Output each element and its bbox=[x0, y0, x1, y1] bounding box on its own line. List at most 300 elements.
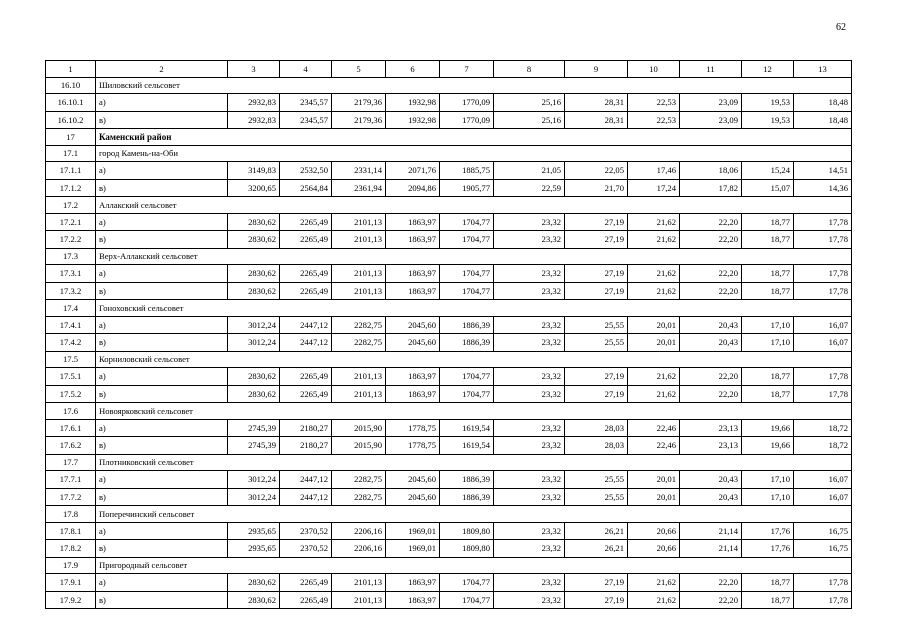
value-cell: 1863,97 bbox=[386, 231, 440, 249]
value-cell: 2265,49 bbox=[280, 265, 332, 283]
column-number-header: 12 bbox=[742, 61, 794, 78]
table-row bbox=[46, 385, 852, 403]
value-cell: 21,62 bbox=[628, 265, 680, 283]
row-code: 17.5.1 bbox=[46, 368, 96, 386]
value-cell: 1863,97 bbox=[386, 265, 440, 283]
value-cell: 15,07 bbox=[742, 179, 794, 197]
row-code: 17.2 bbox=[46, 197, 96, 214]
table-row bbox=[46, 488, 852, 506]
value-cell: 25,16 bbox=[494, 94, 565, 112]
value-cell: 2265,49 bbox=[280, 213, 332, 231]
value-cell: 23,32 bbox=[494, 282, 565, 300]
row-code: 17.6.1 bbox=[46, 419, 96, 437]
table-body bbox=[46, 77, 852, 609]
row-code: 17.5 bbox=[46, 351, 96, 368]
value-cell: 2206,16 bbox=[332, 522, 386, 540]
value-cell: 1704,77 bbox=[440, 282, 494, 300]
value-cell: 2361,94 bbox=[332, 179, 386, 197]
value-cell: 20,01 bbox=[628, 471, 680, 489]
row-variant: а) bbox=[96, 471, 228, 489]
value-cell: 2015,90 bbox=[332, 419, 386, 437]
section-title: Корниловский сельсовет bbox=[96, 351, 852, 368]
value-cell: 3012,24 bbox=[228, 316, 280, 334]
value-cell: 1886,39 bbox=[440, 471, 494, 489]
value-cell: 2830,62 bbox=[228, 385, 280, 403]
value-cell: 23,32 bbox=[494, 522, 565, 540]
value-cell: 18,72 bbox=[794, 419, 852, 437]
value-cell: 21,62 bbox=[628, 591, 680, 609]
row-code: 17 bbox=[46, 129, 96, 146]
value-cell: 18,77 bbox=[742, 265, 794, 283]
value-cell: 27,19 bbox=[565, 231, 628, 249]
column-number-header: 4 bbox=[280, 61, 332, 78]
row-code: 17.2.1 bbox=[46, 213, 96, 231]
row-code: 17.2.2 bbox=[46, 231, 96, 249]
row-code: 17.1.2 bbox=[46, 179, 96, 197]
value-cell: 18,06 bbox=[680, 162, 742, 180]
value-cell: 2101,13 bbox=[332, 231, 386, 249]
value-cell: 3012,24 bbox=[228, 334, 280, 352]
value-cell: 2447,12 bbox=[280, 316, 332, 334]
value-cell: 1704,77 bbox=[440, 231, 494, 249]
table-row bbox=[46, 471, 852, 489]
value-cell: 2447,12 bbox=[280, 488, 332, 506]
value-cell: 25,55 bbox=[565, 488, 628, 506]
value-cell: 1886,39 bbox=[440, 488, 494, 506]
value-cell: 27,19 bbox=[565, 368, 628, 386]
table-row bbox=[46, 162, 852, 180]
column-number-header: 3 bbox=[228, 61, 280, 78]
value-cell: 21,14 bbox=[680, 540, 742, 558]
row-variant: а) bbox=[96, 419, 228, 437]
value-cell: 23,32 bbox=[494, 265, 565, 283]
value-cell: 20,43 bbox=[680, 488, 742, 506]
value-cell: 22,20 bbox=[680, 368, 742, 386]
row-variant: в) bbox=[96, 231, 228, 249]
row-code: 17.7.1 bbox=[46, 471, 96, 489]
value-cell: 22,20 bbox=[680, 231, 742, 249]
value-cell: 1778,75 bbox=[386, 419, 440, 437]
row-code: 17.1 bbox=[46, 145, 96, 162]
column-number-header: 11 bbox=[680, 61, 742, 78]
value-cell: 2206,16 bbox=[332, 540, 386, 558]
row-variant: в) bbox=[96, 282, 228, 300]
row-variant: а) bbox=[96, 94, 228, 112]
value-cell: 18,77 bbox=[742, 591, 794, 609]
value-cell: 2745,39 bbox=[228, 437, 280, 455]
value-cell: 17,76 bbox=[742, 522, 794, 540]
row-code: 16.10.2 bbox=[46, 111, 96, 129]
value-cell: 16,07 bbox=[794, 488, 852, 506]
column-number-header: 10 bbox=[628, 61, 680, 78]
value-cell: 22,46 bbox=[628, 437, 680, 455]
value-cell: 16,07 bbox=[794, 471, 852, 489]
value-cell: 2265,49 bbox=[280, 368, 332, 386]
value-cell: 2265,49 bbox=[280, 385, 332, 403]
table-row bbox=[46, 282, 852, 300]
row-code: 17.4.1 bbox=[46, 316, 96, 334]
row-code: 17.6 bbox=[46, 403, 96, 420]
value-cell: 20,43 bbox=[680, 471, 742, 489]
value-cell: 2331,14 bbox=[332, 162, 386, 180]
value-cell: 27,19 bbox=[565, 213, 628, 231]
value-cell: 2045,60 bbox=[386, 334, 440, 352]
value-cell: 20,43 bbox=[680, 316, 742, 334]
value-cell: 17,10 bbox=[742, 316, 794, 334]
row-code: 17.9.2 bbox=[46, 591, 96, 609]
value-cell: 2830,62 bbox=[228, 591, 280, 609]
value-cell: 1809,80 bbox=[440, 540, 494, 558]
section-row bbox=[46, 300, 852, 317]
value-cell: 2282,75 bbox=[332, 471, 386, 489]
value-cell: 19,53 bbox=[742, 94, 794, 112]
section-title: Плотниковский сельсовет bbox=[96, 454, 852, 471]
value-cell: 23,32 bbox=[494, 368, 565, 386]
table-row bbox=[46, 111, 852, 129]
value-cell: 1932,98 bbox=[386, 111, 440, 129]
section-row bbox=[46, 351, 852, 368]
value-cell: 28,03 bbox=[565, 419, 628, 437]
value-cell: 2045,60 bbox=[386, 471, 440, 489]
value-cell: 2071,76 bbox=[386, 162, 440, 180]
row-variant: а) bbox=[96, 213, 228, 231]
value-cell: 23,32 bbox=[494, 316, 565, 334]
value-cell: 18,77 bbox=[742, 385, 794, 403]
value-cell: 23,32 bbox=[494, 231, 565, 249]
value-cell: 20,43 bbox=[680, 334, 742, 352]
value-cell: 2265,49 bbox=[280, 591, 332, 609]
value-cell: 23,13 bbox=[680, 419, 742, 437]
value-cell: 2101,13 bbox=[332, 591, 386, 609]
value-cell: 17,78 bbox=[794, 213, 852, 231]
value-cell: 2101,13 bbox=[332, 385, 386, 403]
value-cell: 17,78 bbox=[794, 591, 852, 609]
row-variant: в) bbox=[96, 179, 228, 197]
row-code: 17.8.1 bbox=[46, 522, 96, 540]
value-cell: 22,20 bbox=[680, 265, 742, 283]
value-cell: 1863,97 bbox=[386, 385, 440, 403]
value-cell: 3012,24 bbox=[228, 488, 280, 506]
row-code: 17.7 bbox=[46, 454, 96, 471]
section-row bbox=[46, 506, 852, 523]
table-row bbox=[46, 591, 852, 609]
value-cell: 17,78 bbox=[794, 385, 852, 403]
value-cell: 2830,62 bbox=[228, 231, 280, 249]
section-row bbox=[46, 454, 852, 471]
value-cell: 2447,12 bbox=[280, 334, 332, 352]
row-code: 17.4 bbox=[46, 300, 96, 317]
value-cell: 15,24 bbox=[742, 162, 794, 180]
value-cell: 1619,54 bbox=[440, 437, 494, 455]
section-row bbox=[46, 403, 852, 420]
value-cell: 3012,24 bbox=[228, 471, 280, 489]
value-cell: 21,62 bbox=[628, 385, 680, 403]
value-cell: 23,32 bbox=[494, 334, 565, 352]
value-cell: 2101,13 bbox=[332, 574, 386, 592]
value-cell: 27,19 bbox=[565, 591, 628, 609]
value-cell: 2265,49 bbox=[280, 282, 332, 300]
table-row bbox=[46, 368, 852, 386]
value-cell: 17,24 bbox=[628, 179, 680, 197]
value-cell: 2935,65 bbox=[228, 522, 280, 540]
table-row bbox=[46, 540, 852, 558]
value-cell: 1770,09 bbox=[440, 94, 494, 112]
value-cell: 20,01 bbox=[628, 488, 680, 506]
value-cell: 21,62 bbox=[628, 213, 680, 231]
column-number-header: 8 bbox=[494, 61, 565, 78]
value-cell: 1770,09 bbox=[440, 111, 494, 129]
row-code: 17.8 bbox=[46, 506, 96, 523]
value-cell: 23,09 bbox=[680, 94, 742, 112]
value-cell: 28,31 bbox=[565, 94, 628, 112]
value-cell: 22,53 bbox=[628, 94, 680, 112]
value-cell: 23,32 bbox=[494, 437, 565, 455]
value-cell: 1863,97 bbox=[386, 282, 440, 300]
value-cell: 21,62 bbox=[628, 282, 680, 300]
value-cell: 25,16 bbox=[494, 111, 565, 129]
value-cell: 23,09 bbox=[680, 111, 742, 129]
row-code: 17.3 bbox=[46, 248, 96, 265]
section-title: Гоноховский сельсовет bbox=[96, 300, 852, 317]
row-code: 17.4.2 bbox=[46, 334, 96, 352]
value-cell: 23,13 bbox=[680, 437, 742, 455]
value-cell: 1704,77 bbox=[440, 385, 494, 403]
value-cell: 23,32 bbox=[494, 574, 565, 592]
value-cell: 22,20 bbox=[680, 282, 742, 300]
value-cell: 3149,83 bbox=[228, 162, 280, 180]
table-row bbox=[46, 419, 852, 437]
value-cell: 2830,62 bbox=[228, 574, 280, 592]
value-cell: 1704,77 bbox=[440, 265, 494, 283]
value-cell: 17,78 bbox=[794, 368, 852, 386]
section-row bbox=[46, 248, 852, 265]
value-cell: 22,46 bbox=[628, 419, 680, 437]
page-number: 62 bbox=[836, 22, 846, 33]
value-cell: 23,32 bbox=[494, 540, 565, 558]
value-cell: 22,20 bbox=[680, 213, 742, 231]
value-cell: 1704,77 bbox=[440, 574, 494, 592]
row-code: 17.7.2 bbox=[46, 488, 96, 506]
section-title: Пригородный сельсовет bbox=[96, 557, 852, 574]
value-cell: 28,31 bbox=[565, 111, 628, 129]
value-cell: 17,78 bbox=[794, 265, 852, 283]
value-cell: 1932,98 bbox=[386, 94, 440, 112]
table-row bbox=[46, 437, 852, 455]
value-cell: 20,01 bbox=[628, 316, 680, 334]
value-cell: 2101,13 bbox=[332, 282, 386, 300]
table-row bbox=[46, 522, 852, 540]
row-code: 17.5.2 bbox=[46, 385, 96, 403]
value-cell: 2094,86 bbox=[386, 179, 440, 197]
value-cell: 25,55 bbox=[565, 316, 628, 334]
value-cell: 27,19 bbox=[565, 282, 628, 300]
value-cell: 2345,57 bbox=[280, 111, 332, 129]
row-code: 17.8.2 bbox=[46, 540, 96, 558]
value-cell: 2282,75 bbox=[332, 488, 386, 506]
value-cell: 22,53 bbox=[628, 111, 680, 129]
column-number-header: 1 bbox=[46, 61, 96, 78]
value-cell: 2179,36 bbox=[332, 111, 386, 129]
value-cell: 23,32 bbox=[494, 488, 565, 506]
value-cell: 14,36 bbox=[794, 179, 852, 197]
value-cell: 16,07 bbox=[794, 334, 852, 352]
value-cell: 21,62 bbox=[628, 574, 680, 592]
value-cell: 18,48 bbox=[794, 111, 852, 129]
value-cell: 18,77 bbox=[742, 368, 794, 386]
section-title: Новоярковский сельсовет bbox=[96, 403, 852, 420]
value-cell: 20,66 bbox=[628, 522, 680, 540]
value-cell: 1863,97 bbox=[386, 213, 440, 231]
section-row bbox=[46, 557, 852, 574]
value-cell: 2282,75 bbox=[332, 334, 386, 352]
value-cell: 20,01 bbox=[628, 334, 680, 352]
value-cell: 23,32 bbox=[494, 213, 565, 231]
value-cell: 2282,75 bbox=[332, 316, 386, 334]
value-cell: 22,59 bbox=[494, 179, 565, 197]
value-cell: 25,55 bbox=[565, 471, 628, 489]
value-cell: 1704,77 bbox=[440, 591, 494, 609]
section-title: Шиловский сельсовет bbox=[96, 77, 852, 94]
value-cell: 18,72 bbox=[794, 437, 852, 455]
value-cell: 17,46 bbox=[628, 162, 680, 180]
value-cell: 2932,83 bbox=[228, 111, 280, 129]
value-cell: 2564,84 bbox=[280, 179, 332, 197]
row-variant: а) bbox=[96, 368, 228, 386]
value-cell: 17,76 bbox=[742, 540, 794, 558]
value-cell: 1885,75 bbox=[440, 162, 494, 180]
row-variant: в) bbox=[96, 488, 228, 506]
table-row bbox=[46, 94, 852, 112]
value-cell: 16,75 bbox=[794, 540, 852, 558]
value-cell: 1809,80 bbox=[440, 522, 494, 540]
section-title: Верх-Аллакский сельсовет bbox=[96, 248, 852, 265]
value-cell: 17,82 bbox=[680, 179, 742, 197]
value-cell: 2045,60 bbox=[386, 316, 440, 334]
value-cell: 1619,54 bbox=[440, 419, 494, 437]
value-cell: 14,51 bbox=[794, 162, 852, 180]
value-cell: 2830,62 bbox=[228, 282, 280, 300]
value-cell: 3200,65 bbox=[228, 179, 280, 197]
value-cell: 26,21 bbox=[565, 540, 628, 558]
value-cell: 2101,13 bbox=[332, 265, 386, 283]
table-row bbox=[46, 265, 852, 283]
row-code: 17.6.2 bbox=[46, 437, 96, 455]
table-row bbox=[46, 179, 852, 197]
value-cell: 2345,57 bbox=[280, 94, 332, 112]
row-variant: а) bbox=[96, 162, 228, 180]
row-code: 17.3.2 bbox=[46, 282, 96, 300]
value-cell: 19,53 bbox=[742, 111, 794, 129]
value-cell: 17,78 bbox=[794, 574, 852, 592]
table-row bbox=[46, 231, 852, 249]
value-cell: 22,20 bbox=[680, 385, 742, 403]
section-row bbox=[46, 77, 852, 94]
value-cell: 2101,13 bbox=[332, 213, 386, 231]
row-variant: а) bbox=[96, 265, 228, 283]
value-cell: 21,70 bbox=[565, 179, 628, 197]
value-cell: 21,05 bbox=[494, 162, 565, 180]
value-cell: 17,10 bbox=[742, 471, 794, 489]
value-cell: 22,20 bbox=[680, 574, 742, 592]
table-row bbox=[46, 334, 852, 352]
value-cell: 2830,62 bbox=[228, 213, 280, 231]
column-number-header: 7 bbox=[440, 61, 494, 78]
value-cell: 2045,60 bbox=[386, 488, 440, 506]
row-code: 17.9 bbox=[46, 557, 96, 574]
value-cell: 1905,77 bbox=[440, 179, 494, 197]
value-cell: 22,20 bbox=[680, 591, 742, 609]
value-cell: 1778,75 bbox=[386, 437, 440, 455]
table-row bbox=[46, 574, 852, 592]
value-cell: 2370,52 bbox=[280, 522, 332, 540]
table-row bbox=[46, 213, 852, 231]
tariff-table bbox=[45, 60, 852, 609]
value-cell: 19,66 bbox=[742, 419, 794, 437]
value-cell: 16,07 bbox=[794, 316, 852, 334]
value-cell: 27,19 bbox=[565, 574, 628, 592]
value-cell: 2370,52 bbox=[280, 540, 332, 558]
value-cell: 23,32 bbox=[494, 385, 565, 403]
row-variant: в) bbox=[96, 591, 228, 609]
value-cell: 1704,77 bbox=[440, 213, 494, 231]
value-cell: 2265,49 bbox=[280, 574, 332, 592]
value-cell: 2265,49 bbox=[280, 231, 332, 249]
column-number-header: 13 bbox=[794, 61, 852, 78]
row-variant: а) bbox=[96, 316, 228, 334]
value-cell: 1863,97 bbox=[386, 591, 440, 609]
value-cell: 2447,12 bbox=[280, 471, 332, 489]
value-cell: 27,19 bbox=[565, 385, 628, 403]
value-cell: 1969,01 bbox=[386, 540, 440, 558]
column-number-header: 5 bbox=[332, 61, 386, 78]
value-cell: 17,78 bbox=[794, 282, 852, 300]
row-variant: в) bbox=[96, 334, 228, 352]
value-cell: 26,21 bbox=[565, 522, 628, 540]
row-code: 17.9.1 bbox=[46, 574, 96, 592]
row-variant: а) bbox=[96, 522, 228, 540]
row-variant: в) bbox=[96, 540, 228, 558]
value-cell: 1886,39 bbox=[440, 334, 494, 352]
row-code: 17.3.1 bbox=[46, 265, 96, 283]
value-cell: 22,05 bbox=[565, 162, 628, 180]
row-variant: а) bbox=[96, 574, 228, 592]
section-title: город Камень-на-Оби bbox=[96, 145, 852, 162]
value-cell: 23,32 bbox=[494, 419, 565, 437]
value-cell: 1886,39 bbox=[440, 316, 494, 334]
value-cell: 27,19 bbox=[565, 265, 628, 283]
value-cell: 1863,97 bbox=[386, 574, 440, 592]
value-cell: 21,62 bbox=[628, 231, 680, 249]
value-cell: 2180,27 bbox=[280, 437, 332, 455]
value-cell: 18,48 bbox=[794, 94, 852, 112]
value-cell: 17,10 bbox=[742, 334, 794, 352]
section-title: Каменский район bbox=[96, 129, 852, 146]
section-row bbox=[46, 129, 852, 146]
column-number-header: 2 bbox=[96, 61, 228, 78]
row-code: 16.10 bbox=[46, 77, 96, 94]
value-cell: 2532,50 bbox=[280, 162, 332, 180]
value-cell: 2932,83 bbox=[228, 94, 280, 112]
value-cell: 18,77 bbox=[742, 213, 794, 231]
value-cell: 2101,13 bbox=[332, 368, 386, 386]
row-code: 16.10.1 bbox=[46, 94, 96, 112]
value-cell: 23,32 bbox=[494, 471, 565, 489]
value-cell: 2830,62 bbox=[228, 368, 280, 386]
value-cell: 1969,01 bbox=[386, 522, 440, 540]
column-number-header-row bbox=[46, 61, 852, 78]
value-cell: 20,66 bbox=[628, 540, 680, 558]
value-cell: 2830,62 bbox=[228, 265, 280, 283]
